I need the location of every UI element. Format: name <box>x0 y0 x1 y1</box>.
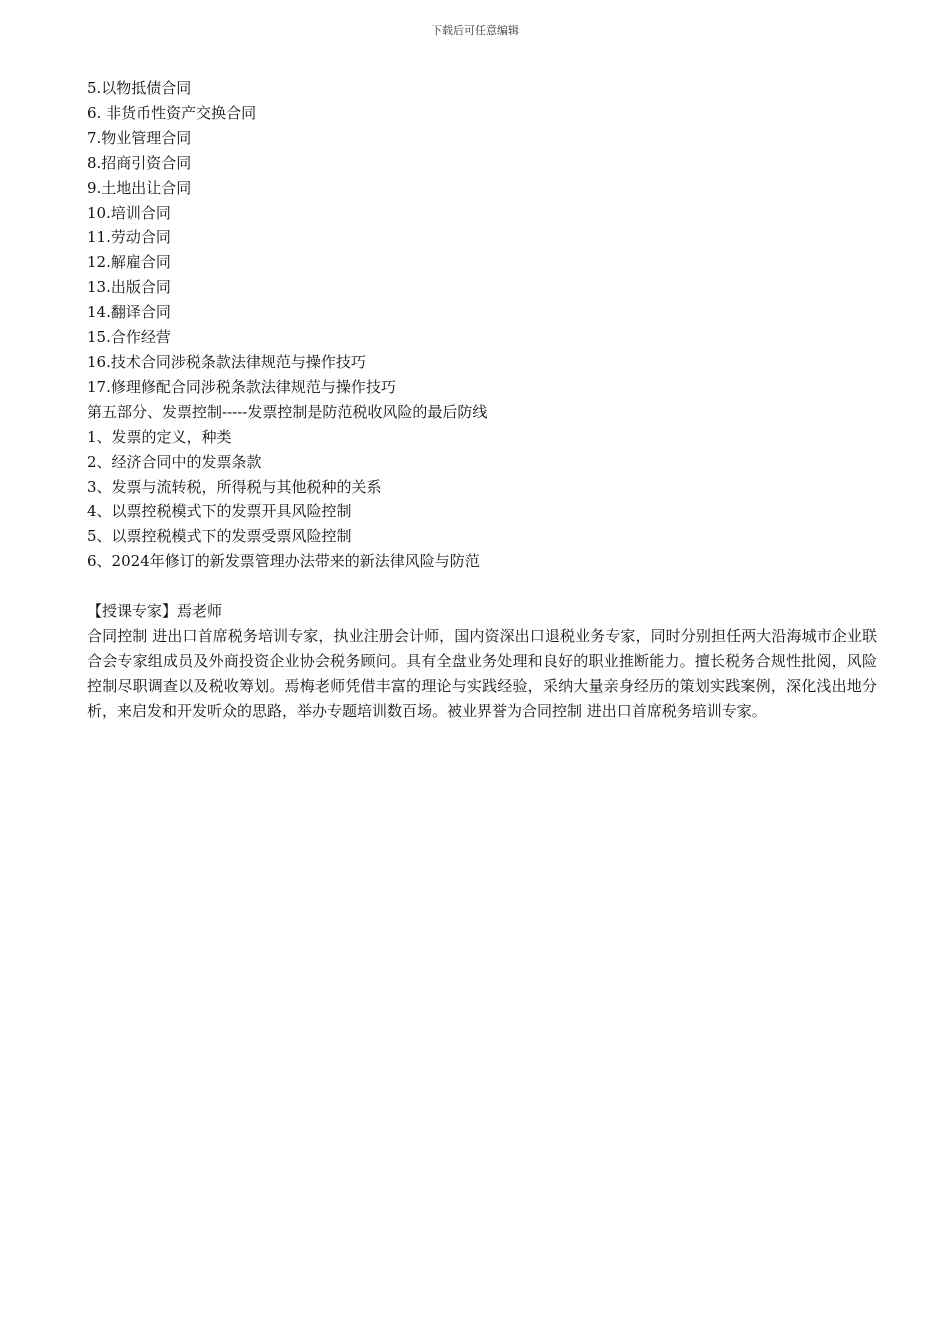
list-item: 11.劳动合同 <box>87 228 171 247</box>
list-item: 4、以票控税模式下的发票开具风险控制 <box>87 502 352 521</box>
list-item: 17.修理修配合同涉税条款法律规范与操作技巧 <box>87 377 396 396</box>
spacer <box>87 574 877 599</box>
expert-bio: 合同控制 进出口首席税务培训专家，执业注册会计师，国内资深出口退税业务专家，同时分别担任两大沿海城市企业联合会专家组成员及外商投资企业协会税务顾问。具有全盘业务处理和良好的职业推断能力。擅长税务合规性批阅，风险控制尽职调查以及税收筹划。焉梅老师凭借丰富的理论与实践经验，采纳大量亲身经历的策划实践案例，深化浅出地分析，来启发和开发听众的思路，举办专题培训数百场。被业界誉为合同控制 进出口首席税务培训专家。 <box>87 627 877 720</box>
list-item: 16.技术合同涉税条款法律规范与操作技巧 <box>87 352 366 371</box>
list-item: 5.以物抵债合同 <box>87 79 192 97</box>
list-item: 15.合作经营 <box>87 328 171 347</box>
document-body <box>87 76 877 724</box>
list-item: 7.物业管理合同 <box>87 128 192 147</box>
list-item: 5、以票控税模式下的发票受票风险控制 <box>87 527 352 546</box>
section-title: 第五部分、发票控制-----发票控制是防范税收风险的最后防线 <box>87 402 488 421</box>
list-item: 12.解雇合同 <box>87 253 171 272</box>
section-5 <box>87 400 877 574</box>
list-item: 8.招商引资合同 <box>87 153 192 172</box>
expert-heading: 【授课专家】焉老师 <box>87 602 223 621</box>
list-item: 6. 非货币性资产交换合同 <box>87 103 257 122</box>
list-item: 9.土地出让合同 <box>87 178 192 197</box>
contract-list <box>87 76 877 400</box>
list-item: 3、发票与流转税，所得税与其他税种的关系 <box>87 477 382 496</box>
expert-section <box>87 599 877 724</box>
list-item: 13.出版合同 <box>87 278 171 297</box>
list-item: 1、发票的定义，种类 <box>87 427 232 446</box>
page-header: 下载后可任意编辑 <box>431 24 519 37</box>
list-item: 14.翻译合同 <box>87 303 171 322</box>
list-item: 2、经济合同中的发票条款 <box>87 452 262 471</box>
list-item: 6、2024年修订的新发票管理办法带来的新法律风险与防范 <box>87 552 480 571</box>
list-item: 10.培训合同 <box>87 203 171 222</box>
